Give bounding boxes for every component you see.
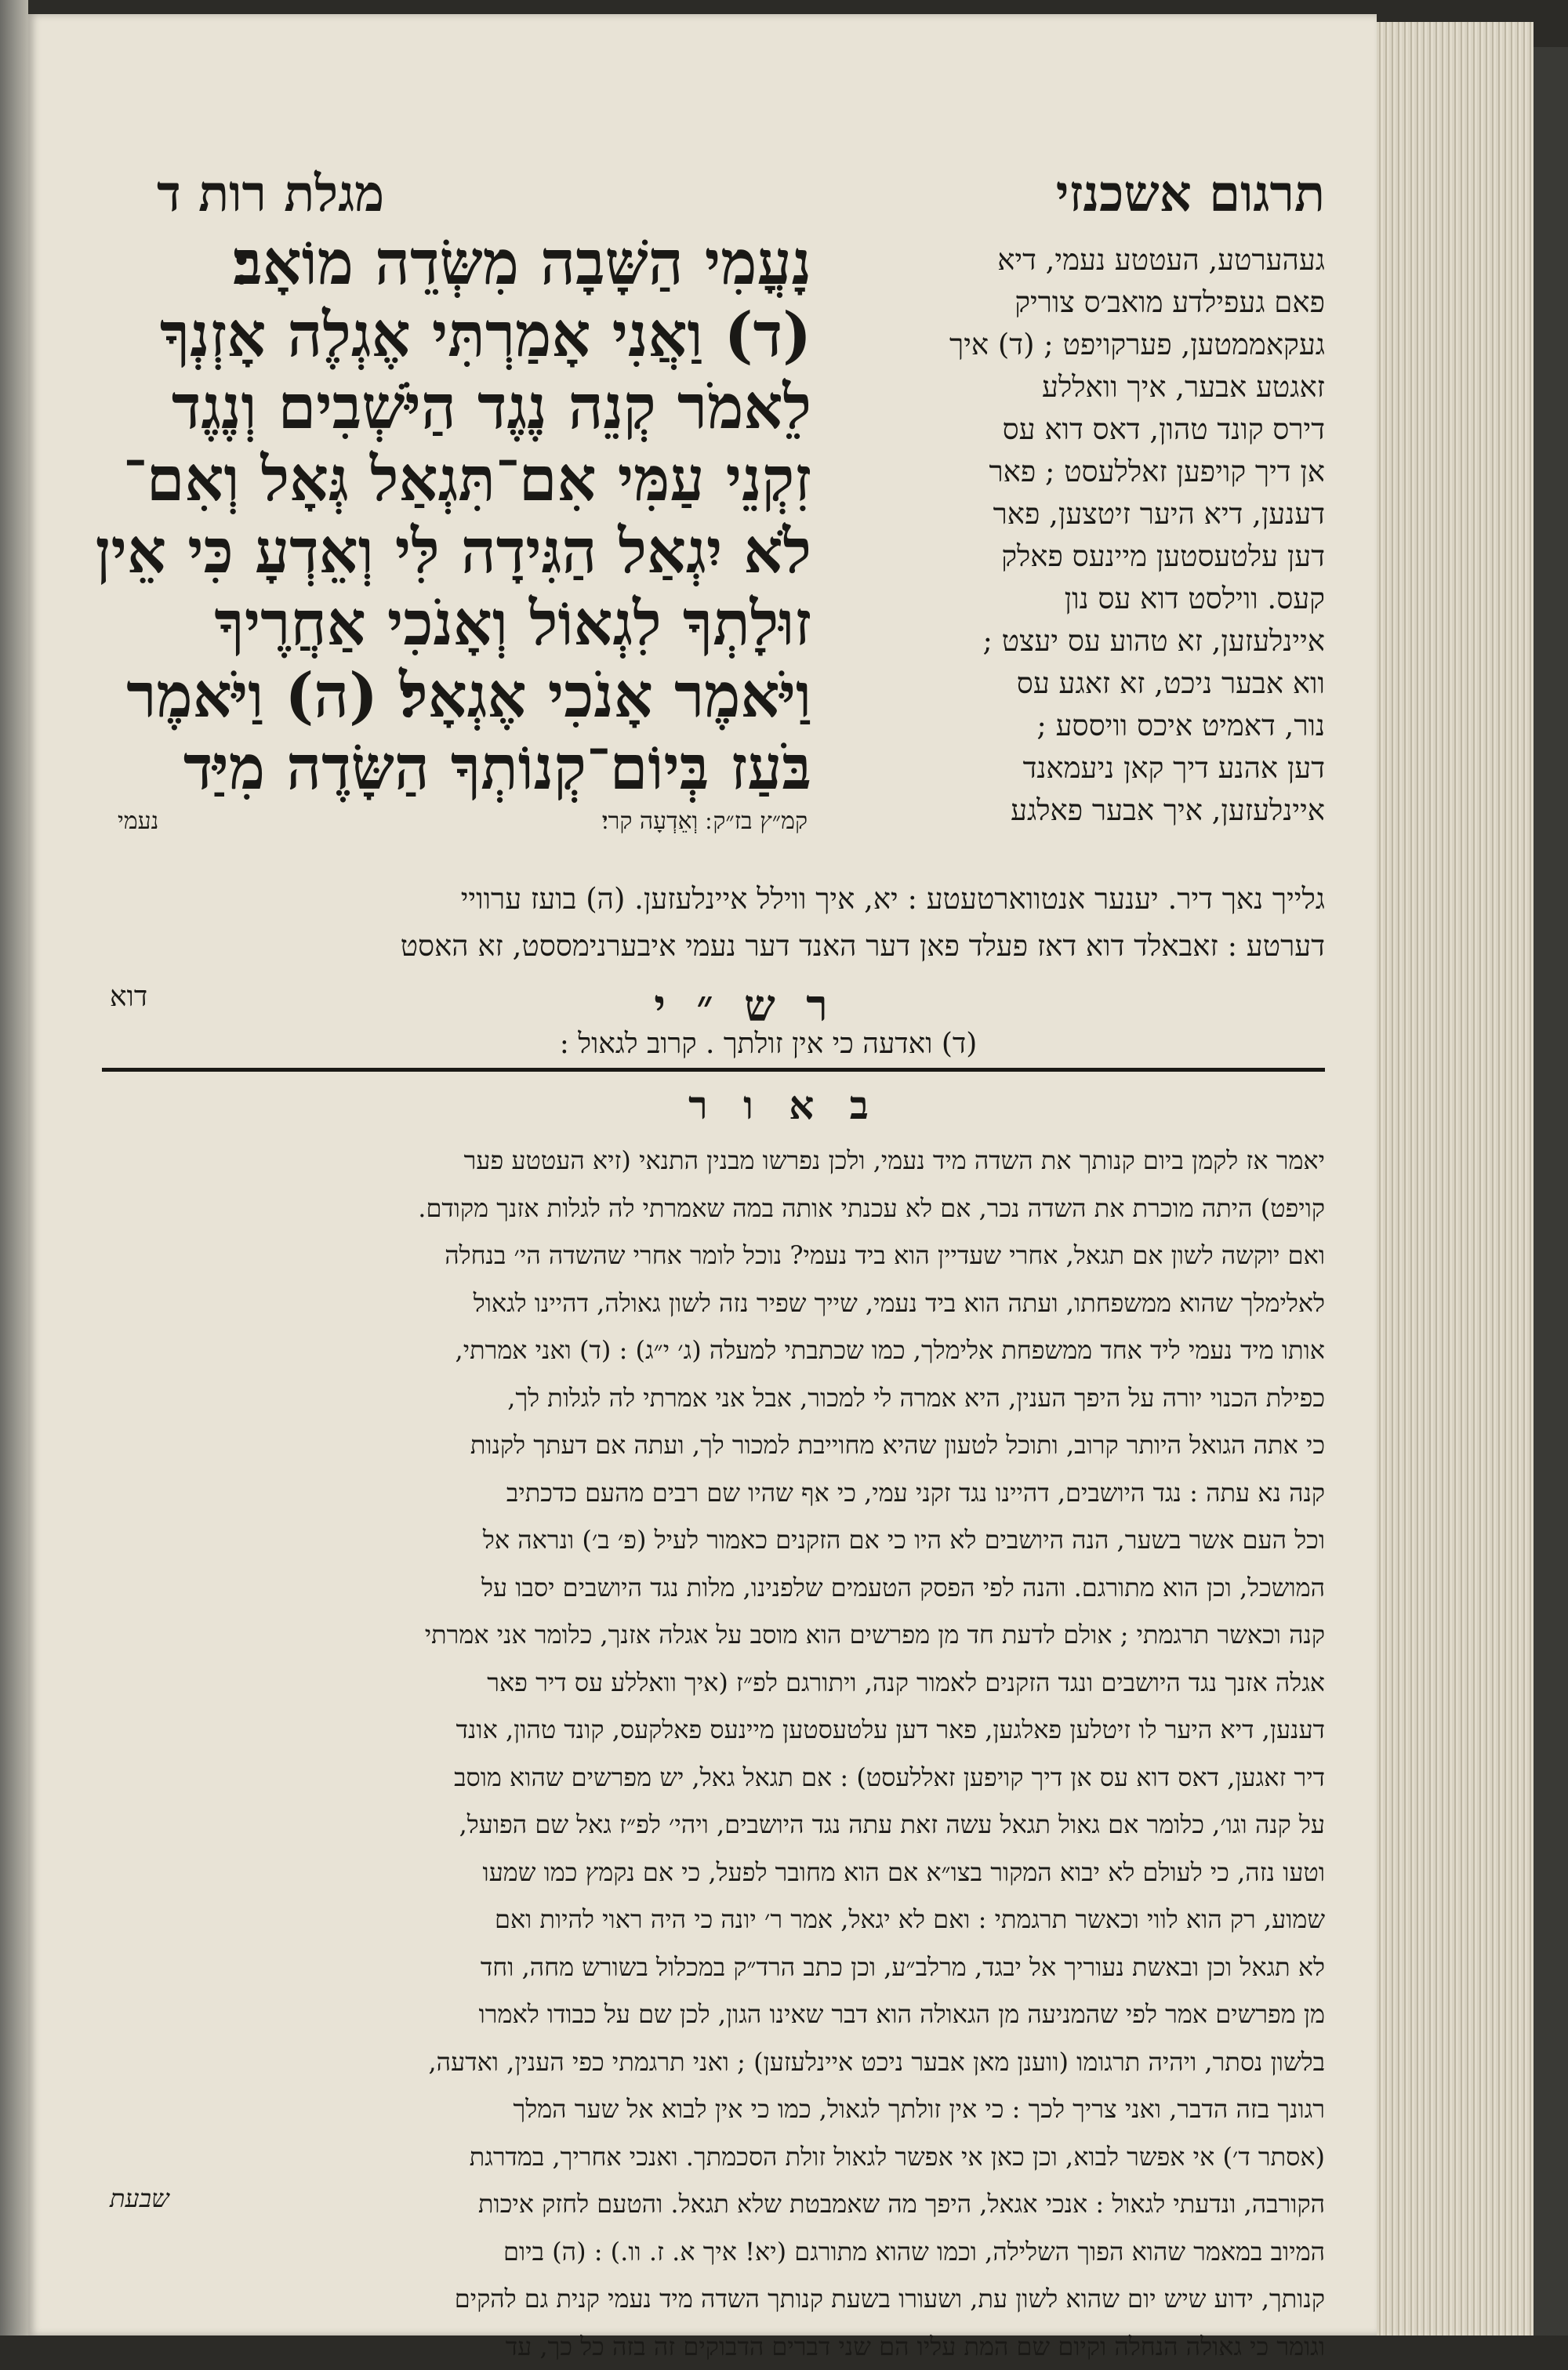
commentary-line: וכל העם אשר בשער, הנה היושבים לא היו כי אם הזקנים כאמור לעיל (פ׳ ב׳) ונראה אל [102,1516,1325,1564]
yiddish-line: קעס. ווילסט דוא עס נון [831,578,1325,620]
commentary-line: בלשון נסתר, ויהיה תרגומו (ווענן מאן אבער ניכט איינלעזען) ; ואני תרגמתי כפי הענין, ואדעה, [102,2038,1325,2086]
commentary-line: כפילת הכנוי יורה על היפך הענין, היא אמרה לי למכור, אבל אני אמרתי לה לגלות לך, [102,1374,1325,1422]
yiddish-translation-column [831,239,1325,832]
yiddish-line: דירס קונד טהון, דאס דוא עס [831,408,1325,451]
hebrew-verse-line: זוּלָתְךָ לִגְאוֹל וְאָנֹכִי אַחֲרֶיךָ [106,588,811,660]
commentary-line: הקורבה, ונדעתי לגאול : אנכי אגאל, היפך מה שאמבטת שלא תגאל. והטעם לחזק איכות [102,2180,1325,2228]
commentary-line: על קנה וגו׳, כלומר אם גאול תגאל עשה זאת עתה נגד היושבים, ויהי׳ לפ״ז גאל שם הפועל, [102,1801,1325,1849]
commentary-line: קנה וכאשר תרגמתי ; אולם לדעת חד מן מפרשים הוא מוסב על אגלה אזנך, כלומר אני אמרתי [102,1611,1325,1659]
commentary-line: קנותך, ידוע שיש יום שהוא לשון עת, ושעורו בשעת קנותך השדה מיד נעמי קנית גם להקים [102,2275,1325,2323]
yiddish-line: דען אהנע דיך קאן ניעמאנד [831,747,1325,789]
yiddish-line: געהערטע, העטטע נעמי, דיא [831,239,1325,281]
page-catchword: שבעת [110,2183,267,2213]
commentary-line: דיר זאגען, דאס דוא עס אן דיך קויפען זאללעסט) : אם תגאל גאל, יש מפרשים שהוא מוסב [102,1754,1325,1802]
yiddish-line: נור, דאמיט איכס וויססע ; [831,705,1325,747]
commentary-line: רגונך בזה הדבר, ואני צריך לכך : כי אין זולתך לגאול, כמו כי אין לבוא אל שער המלך [102,2085,1325,2133]
masoretic-note: קמ״ץ בז״ק ׃ וְאֵדְעָה קרי׃ [602,808,808,835]
page-edges [1377,22,1534,2336]
commentary-line: ואם יוקשה לשון אם תגאל, אחרי שעדיין הוא ביד נעמי? נוכל לומר אחרי שהשדה הי׳ בנחלה [102,1232,1325,1279]
commentary-line: לא תגאל וכן ובאשת נעוריך אל יבגד, מרלב״ע, וכן כתב הרד״ק במכלול בשורש מחה, וחד [102,1944,1325,1991]
biur-commentary [102,1137,1325,2370]
yiddish-line: ווא אבער ניכט, זא זאגע עס [831,662,1325,705]
biur-heading: ב א ו ר [627,1082,941,1128]
commentary-line: לאלימלך שהוא ממשפחתו, ועתה הוא ביד נעמי, שייך שפיר נזה לשון גאולה, דהיינו לגאול [102,1279,1325,1327]
commentary-line: דענען, דיא היער לו זיטלען פאלגען, פאר דען עלטעסטען מיינעס פאלקעס, קונד טהון, אונד [102,1706,1325,1754]
yiddish-line: דענען, דיא היער זיטצען, פאר [831,493,1325,535]
commentary-line: יאמר אז לקמן ביום קנותך את השדה מיד נעמי, ולכן נפרשו מבנין התנאי (זיא העטטע פער [102,1137,1325,1185]
hebrew-verse-line: (ד) וַאֲנִי אָמַרְתִּי אֶגְלֶה אָזְנְךָ [106,299,811,372]
binding-edge [0,0,28,2336]
yiddish-line: פאם געפילדע מואב׳ס צוריק [831,281,1325,324]
running-head-right: תרגום אשכנזי [886,165,1325,223]
masoretic-notes [118,808,808,835]
yiddish-line: זאגטע אבער, איך וואללע [831,366,1325,408]
hebrew-verse-line: זִקְנֵי עַמִּי אִם־תִּגְאַל גְּאָל וְאִם־ [106,444,811,516]
yiddish-line: דען עלטעסטען מיינעס פאלק [831,535,1325,578]
yiddish-line: איינלעזען, איך אבער פאלגע [831,789,1325,832]
running-head-left: מגלת רות ד [157,165,596,223]
rashi-heading: ר ש ״ י [549,980,941,1032]
yiddish-line: געקאממטען, פערקויפט ; (ד) איך [831,324,1325,366]
yiddish-full-line: גלייך נאך דיר. יענער אנטווארטעטע : יא, איך ווילל איינלעזען. (ה) בועז ערוויי [102,878,1325,920]
yiddish-line: איינלעזען, זא טהוע עס יעצט ; [831,620,1325,662]
catchword-hebrew: נעמי [118,808,158,835]
yiddish-line: אן דיך קויפען זאללעסט ; פאר [831,451,1325,493]
commentary-line: אותו מיד נעמי ליד אחד ממשפחת אלימלך, כמו שכתבתי למעלה (ג׳ י״ג) : (ד) ואני אמרתי, [102,1327,1325,1374]
book-cover-edge [1534,47,1568,2336]
commentary-line: וגומר כי גאולה הנחלה וקיום שם המת עליו הם שני דברים הדבוקים זה בזה כל כך, עד [102,2323,1325,2370]
hebrew-verse-line: נָעֳמִי הַשָּׁבָה מִשְּׂדֵה מוֹאָב׃ [106,227,811,299]
commentary-line: (אסתר ד׳) אי אפשר לבוא, וכן כאן אי אפשר לגאול זולת הסכמתך. ואנכי אחריך, במדרגת [102,2133,1325,2181]
commentary-line: שמוע, רק הוא לווי וכאשר תרגמתי : ואם לא יגאל, אמר ר׳ יונה כי היה ראוי להיות ואם [102,1896,1325,1944]
commentary-line: אגלה אזנך נגד היושבים ונגד הזקנים לאמור קנה, ויתורגם לפ״ז (איך וואללע עס דיר פאר [102,1659,1325,1707]
commentary-line: המושכל, וכן הוא מתורגם. והנה לפי הפסק הטעמים שלפנינו, מלות נגד היושבים יסבו על [102,1564,1325,1612]
rashi-comment: (ד) ואדעה כי אין זולתך . קרוב לגאול : [376,1027,1160,1060]
yiddish-full-line: דערטע : זאבאלד דוא דאז פעלד פאן דער האנד דער נעמי איבערנימססט, זא האסט [102,925,1325,967]
commentary-line: המיוב במאמר שהוא הפוך השלילה, וכמו שהוא מתורגם (יא! איך א. ז. וו.) : (ה) ביום [102,2228,1325,2276]
commentary-line: קנה נא עתה : נגד היושבים, דהיינו נגד זקני עמי, כי אף שהיו שם רבים מהעם כדכתיב [102,1469,1325,1517]
commentary-line: קויפט) היתה מוכרת את השדה נכר, אם לא עכנתי אותה במה שאמרתי לה לגלות אזנך מקודם. [102,1185,1325,1232]
hebrew-verse-line: וַיֹּאמֶר אָנֹכִי אֶגְאָל׃ (ה) וַיֹּאמֶר [106,660,811,732]
section-rule [102,1068,1325,1072]
hebrew-verse-line: בֹּעַז בְּיוֹם־קְנוֹתְךָ הַשָּׂדֶה מִיַּד [106,732,811,804]
hebrew-text-column [106,227,811,804]
hebrew-verse-line: לֵאמֹר קְנֵה נֶגֶד הַיֹּשְׁבִים וְנֶגֶד [106,372,811,444]
commentary-line: מן מפרשים אמר לפי שהמניעה מן הגאולה הוא דבר שאינו הגון, לכן שם על כבודו לאמרו [102,1991,1325,2038]
yiddish-catchword: דוא [110,980,172,1013]
hebrew-verse-line: לֹא יִגְאַל הַגִּידָה לִּי וְאֵדְעָ כִּי אֵין [106,516,811,588]
commentary-line: וטעו נזה, כי לעולם לא יבוא המקור בצו״א אם הוא מחובר לפעל, כי אם נקמץ כמו שמעו [102,1849,1325,1896]
commentary-line: כי אתה הגואל היותר קרוב, ותוכל לטעון שהיא מחוייבת למכור לך, ועתה אם דעתך לקנות [102,1421,1325,1469]
